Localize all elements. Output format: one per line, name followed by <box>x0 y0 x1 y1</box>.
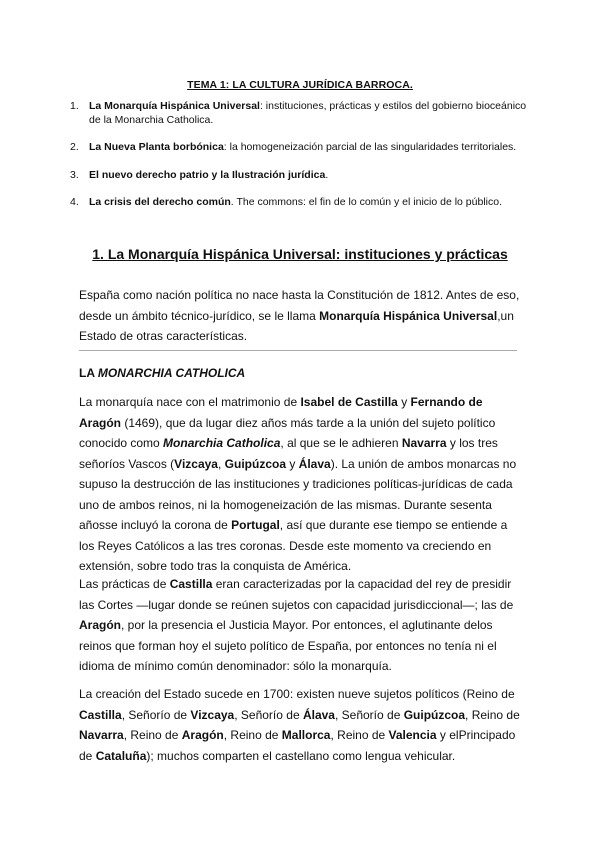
bold-span: Portugal <box>231 518 280 532</box>
toc-item-description: . <box>325 168 329 181</box>
text-span: La creación del Estado sucede en 1700: existen nueve sujetos políticos (Reino de <box>79 687 515 701</box>
text-span: , <box>217 456 225 471</box>
bold-italic-span: Monarchia Catholica <box>163 436 281 450</box>
document-title: TEMA 1: LA CULTURA JURÍDICA BARROCA. <box>187 79 413 91</box>
text-span: , Señorío de <box>121 707 191 722</box>
text-span: , Señorío de <box>334 707 404 722</box>
text-span: y los tres señoríos Vascos ( <box>79 436 498 471</box>
toc-number: 3. <box>70 168 79 181</box>
text-span: , al que se le adhieren <box>280 436 402 450</box>
toc-item <box>70 100 530 127</box>
text-span: (1469), que da lugar diez años más tarde a la unión del sujeto político conocido como <box>79 415 496 450</box>
subheading-prefix: LA <box>79 366 98 380</box>
table-of-contents <box>70 100 530 224</box>
toc-item-title: El nuevo derecho patrio y la Ilustración jurídica <box>89 168 326 181</box>
bold-span: Álava <box>298 456 331 471</box>
text-span: La monarquía nace con el matrimonio de <box>79 395 301 409</box>
toc-number: 1. <box>70 100 79 112</box>
toc-item <box>70 141 530 155</box>
paragraph-monarchia <box>79 392 524 577</box>
paragraph-practicas <box>79 574 524 677</box>
toc-item-description: : la homogeneización parcial de las singularidades territoriales. <box>223 141 517 153</box>
bold-span: Navarra <box>401 436 447 450</box>
bold-span: Aragón <box>181 728 224 742</box>
paragraph-estado <box>79 684 524 766</box>
subsection-heading <box>79 366 245 380</box>
bold-span: Isabel de Castilla <box>300 395 398 409</box>
section-heading: 1. La Monarquía Hispánica Universal: instituciones y prácticas <box>92 246 508 262</box>
bold-span: Mallorca <box>281 728 331 742</box>
subheading-italic: MONARCHIA CATHOLICA <box>97 366 246 380</box>
bold-span: Cataluña <box>95 748 147 763</box>
toc-item-title: La Monarquía Hispánica Universal <box>89 100 260 112</box>
toc-item-title: La Nueva Planta borbónica <box>89 141 224 153</box>
bold-span: Castilla <box>169 577 213 591</box>
text-span: y <box>286 456 299 471</box>
horizontal-divider <box>79 350 517 351</box>
text-span: , Reino de <box>330 728 389 742</box>
text-span: y <box>397 395 411 409</box>
bold-span: Navarra <box>79 728 124 742</box>
bold-span: Álava <box>302 707 335 722</box>
text-span: ); muchos comparten el castellano como lengua vehicular. <box>146 748 456 763</box>
bold-span: Aragón <box>79 618 121 632</box>
toc-item-description: : instituciones, prácticas y estilos del gobierno bioceánico de la Monarchia Catholica. <box>89 100 527 126</box>
bold-span: Castilla <box>79 707 122 722</box>
toc-item-description: . The commons: el fin de lo común y el inicio de lo público. <box>230 196 502 208</box>
text-span: ,un Estado de otras características. <box>79 308 514 343</box>
bold-span: Monarquía Hispánica Universal <box>319 308 498 323</box>
intro-paragraph <box>79 285 524 347</box>
text-span: y elPrincipado de <box>79 728 516 763</box>
toc-item-title: La crisis del derecho común <box>89 196 231 208</box>
text-span: eran caracterizadas por la capacidad del rey de presidir las Cortes —lugar donde se reúnen sujetos con capacidad jurisdiccional—; las de <box>79 577 514 612</box>
text-span: , Señorío de <box>234 707 303 722</box>
toc-item <box>70 169 530 183</box>
text-span: , así que durante ese tiempo se entiende a los Reyes Católicos a las tres coronas. Desde este momento va creciendo en extensión, sobre todo tras la conquista de América. <box>79 518 508 573</box>
bold-span: Guipúzcoa <box>403 707 466 722</box>
bold-span: Vizcaya <box>174 456 218 471</box>
text-span: España como nación política no nace hasta la Constitución de 1812. Antes de eso, desde un ámbito técnico-jurídico, se le llama <box>79 288 520 323</box>
text-span: , por la presencia el Justicia Mayor. Por entonces, el aglutinante delos reinos que forman hoy el sujeto político de España, por entonces no tenía ni el idioma de mínimo común denominador: sólo la monarquía. <box>79 618 497 673</box>
toc-number: 2. <box>70 141 79 153</box>
bold-span: Vizcaya <box>190 707 235 722</box>
bold-span: Valencia <box>388 728 437 742</box>
text-span: , Reino de <box>465 707 520 722</box>
bold-span: Fernando de Aragón <box>79 395 483 430</box>
toc-number: 4. <box>70 196 79 208</box>
bold-span: Guipúzcoa <box>224 456 286 471</box>
text-span: Las prácticas de <box>79 577 170 591</box>
toc-item <box>70 196 530 210</box>
text-span: , Reino de <box>123 728 182 742</box>
text-span: , Reino de <box>223 728 282 742</box>
text-span: ). La unión de ambos monarcas no supuso la destrucción de las instituciones y tradiciones políticas-jurídicas de cada uno de ambos reinos, ni la homogeneización de las mismas. Durante sesenta añosse incluyó la corona de <box>79 456 517 532</box>
